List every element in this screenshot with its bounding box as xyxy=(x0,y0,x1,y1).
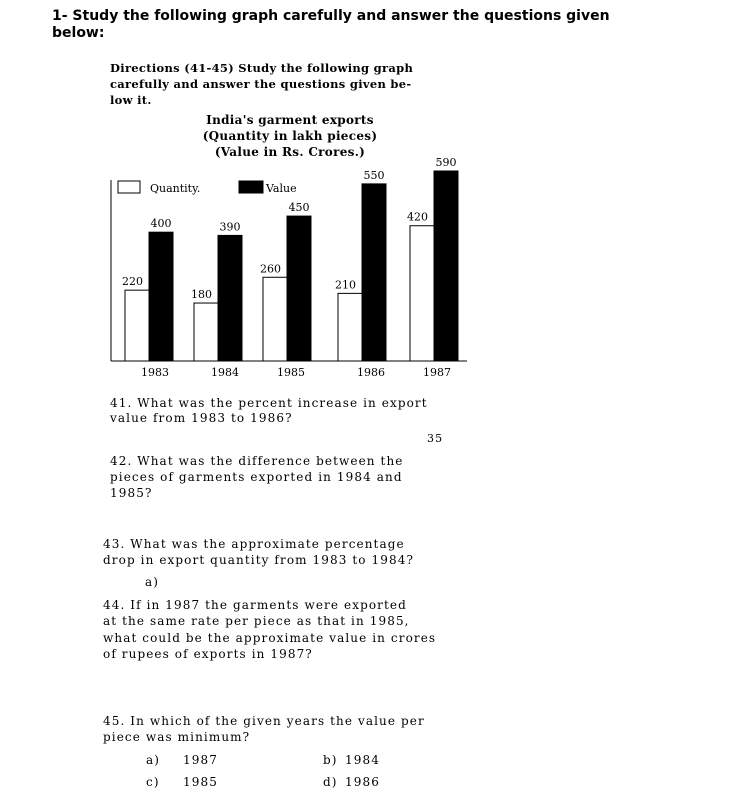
directions-line-2: carefully and answer the questions given be- xyxy=(110,77,412,91)
chart-title: India's garment exports xyxy=(206,113,374,127)
question-44-line-4: of rupees of exports in 1987? xyxy=(103,647,313,661)
option-c-letter: c) xyxy=(146,775,160,789)
question-43-line-2: drop in export quantity from 1983 to 1984? xyxy=(103,553,415,567)
chart-legend xyxy=(118,181,297,195)
bar-value-1986 xyxy=(362,184,386,361)
chart-subtitle-value: (Value in Rs. Crores.) xyxy=(214,145,366,159)
question-41-line-1: 41. What was the percent increase in export xyxy=(110,396,428,410)
data-label-quantity-1987: 420 xyxy=(407,210,428,224)
x-tick-label-1985: 1985 xyxy=(277,366,305,379)
bar-quantity-1983 xyxy=(125,290,149,361)
option-b-text: 1984 xyxy=(345,753,380,767)
bar-value-1983 xyxy=(149,232,173,361)
chart-subtitle-quantity: (Quantity in lakh pieces) xyxy=(202,129,378,143)
question-45-line-2: piece was minimum? xyxy=(103,730,251,744)
data-label-quantity-1983: 220 xyxy=(122,275,143,289)
legend-label-value: Value xyxy=(266,182,297,195)
option-b-letter: b) xyxy=(323,753,338,767)
bar-quantity-1986 xyxy=(338,293,362,361)
legend-swatch-quantity xyxy=(118,181,140,193)
bar-value-1984 xyxy=(218,235,242,361)
question-41-line-2: value from 1983 to 1986? xyxy=(110,411,293,425)
data-label-value-1987: 590 xyxy=(435,156,457,169)
data-label-value-1983: 400 xyxy=(150,217,172,231)
question-44-line-1: 44. If in 1987 the garments were exported xyxy=(103,598,407,612)
option-d-letter: d) xyxy=(323,775,338,789)
main-heading: 1- Study the following graph carefully and answer the questions given below: xyxy=(52,8,610,41)
option-d-text: 1986 xyxy=(345,775,380,789)
bar-quantity-1985 xyxy=(263,277,287,361)
x-tick-label-1984: 1984 xyxy=(211,366,239,379)
bar-value-1987 xyxy=(434,171,458,361)
question-43-line-1: 43. What was the approximate percentage xyxy=(103,537,405,551)
legend-swatch-value xyxy=(239,181,263,193)
data-label-quantity-1985: 260 xyxy=(260,262,281,276)
data-label-quantity-1986: 210 xyxy=(335,278,356,292)
data-label-value-1984: 390 xyxy=(219,220,241,234)
bar-quantity-1987 xyxy=(410,226,434,361)
data-label-value-1985: 450 xyxy=(288,201,310,215)
x-tick-label-1987: 1987 xyxy=(423,366,451,379)
question-42-line-3: 1985? xyxy=(110,486,153,500)
data-label-value-1986: 550 xyxy=(363,168,385,182)
legend-label-quantity: Quantity. xyxy=(150,182,201,195)
directions-line-3: low it. xyxy=(110,93,152,107)
question-44-line-2: at the same rate per piece as that in 1985, xyxy=(103,614,410,628)
bar-quantity-1984 xyxy=(194,303,218,361)
option-a-text: 1987 xyxy=(183,753,218,767)
x-tick-label-1986: 1986 xyxy=(357,366,385,379)
directions-line-1: Directions (41-45) Study the following graph xyxy=(110,61,414,75)
question-43-option-a: a) xyxy=(145,575,160,589)
option-a-letter: a) xyxy=(146,753,161,767)
question-42-line-1: 42. What was the difference between the xyxy=(110,454,404,468)
bar-value-1985 xyxy=(287,216,311,361)
answer-41: 35 xyxy=(427,432,444,445)
question-45-line-1: 45. In which of the given years the value per xyxy=(103,714,425,728)
data-label-quantity-1984: 180 xyxy=(191,288,212,302)
chart-bars xyxy=(125,168,458,361)
question-42-line-2: pieces of garments exported in 1984 and xyxy=(110,470,403,484)
x-tick-label-1983: 1983 xyxy=(141,366,169,379)
option-c-text: 1985 xyxy=(183,775,218,789)
question-44-line-3: what could be the approximate value in crores xyxy=(103,631,437,645)
